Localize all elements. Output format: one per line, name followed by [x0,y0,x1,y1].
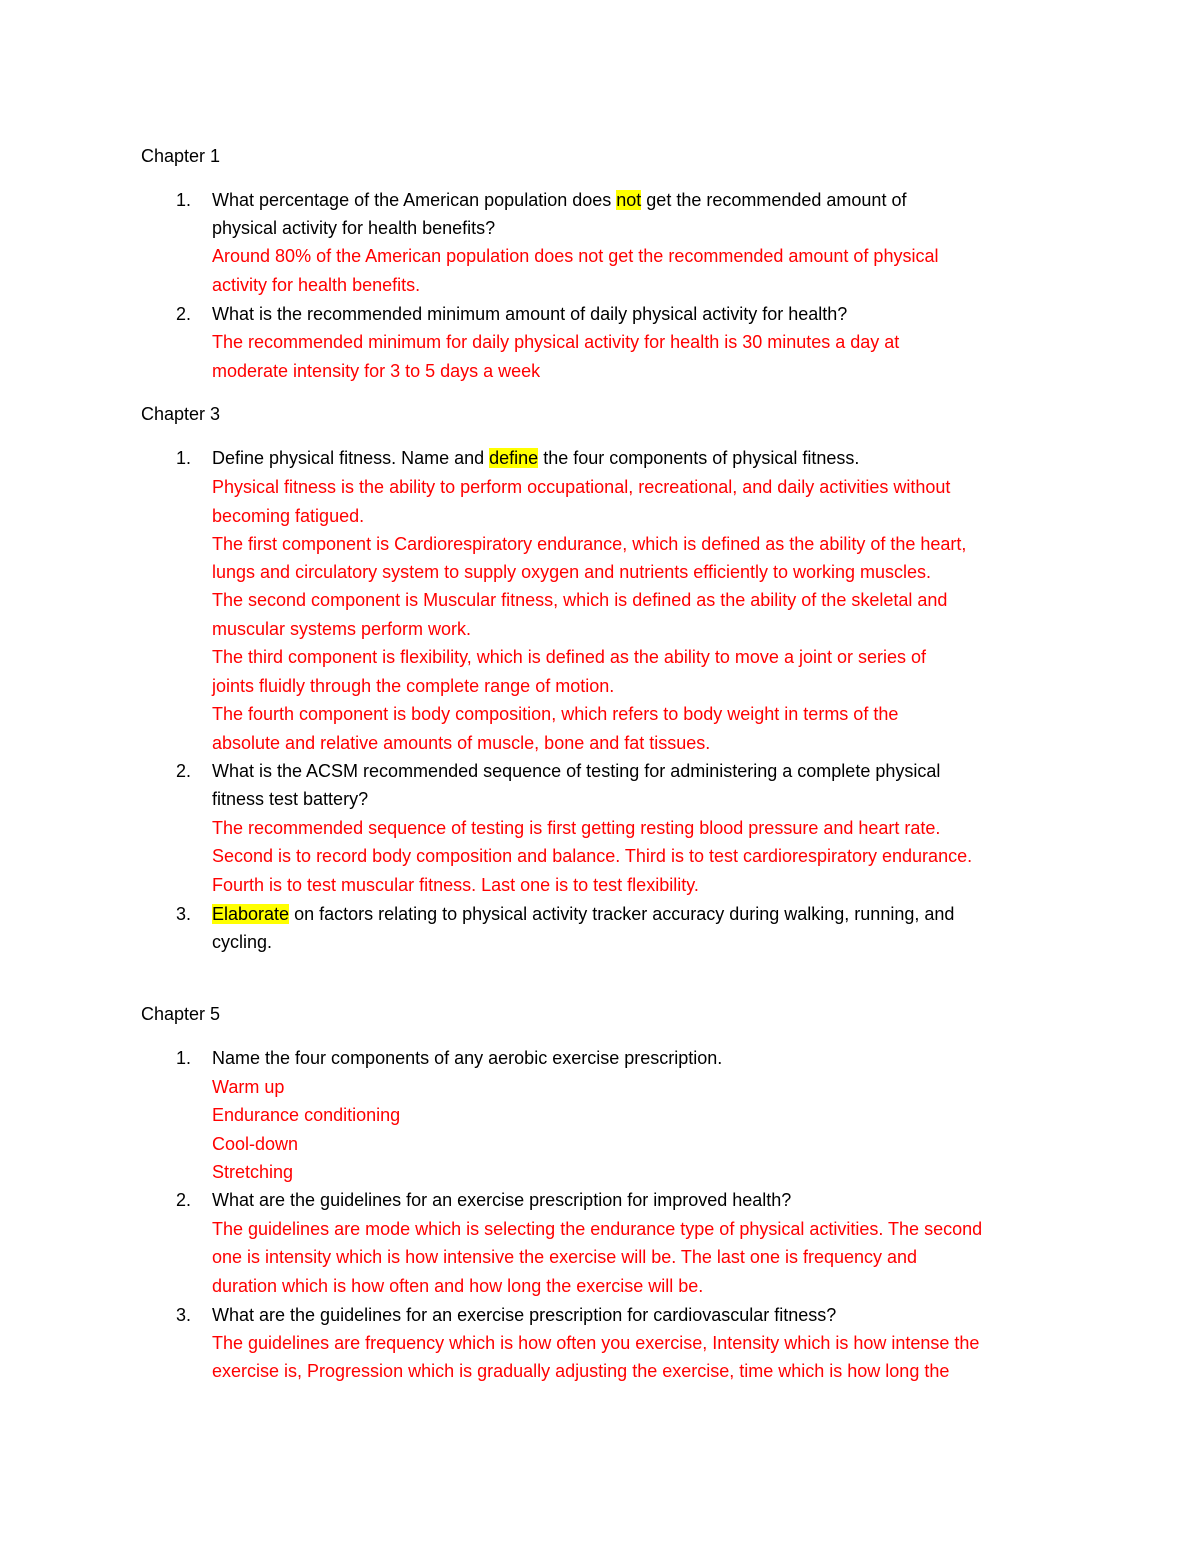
ch5-q2-answer-1: The guidelines are mode which is selecting the endurance type of physical activities. The second [212,1219,983,1239]
ch1-q1-answer-1: Around 80% of the American population does not get the recommended amount of physical [212,246,939,266]
ch3-q1-answer-2: becoming fatigued. [212,506,365,526]
ch1-q2-answer-2: moderate intensity for 3 to 5 days a week [212,361,541,381]
ch1-q1-text: What percentage of the American population does [212,190,617,210]
ch3-q2-line-2: fitness test battery? [212,789,369,809]
ch3-q1-answer-9: The fourth component is body composition, which refers to body weight in terms of the [212,704,899,724]
ch1-q1-line-1 [212,186,906,214]
ch5-q2-answer-3: duration which is how often and how long the exercise will be. [212,1276,704,1296]
ch5-q2-number: 2. [176,1190,192,1210]
ch3-q1-line-1 [212,444,859,472]
ch5-q1-answer-3: Cool-down [212,1134,299,1154]
ch3-q3-text-cont: on factors relating to physical activity tracker accuracy during walking, running, and [289,904,955,924]
ch3-q1-answer-3: The first component is Cardiorespiratory endurance, which is defined as the ability of the heart, [212,534,967,554]
chapter-1-heading: Chapter 1 [141,146,221,166]
ch3-q3-number: 3. [176,904,192,924]
ch3-q1-highlight: define [489,448,539,468]
ch1-q1-answer-2: activity for health benefits. [212,275,421,295]
ch3-q1-answer-10: absolute and relative amounts of muscle, bone and fat tissues. [212,733,711,753]
ch5-q1-answer-1: Warm up [212,1077,285,1097]
ch3-q1-text: Define physical fitness. Name and [212,448,490,468]
ch3-q1-answer-6: muscular systems perform work. [212,619,472,639]
ch5-q1-number: 1. [176,1048,192,1068]
ch3-q2-number: 2. [176,761,192,781]
ch5-q1-answer-4: Stretching [212,1162,294,1182]
ch5-q3-answer-1: The guidelines are frequency which is how often you exercise, Intensity which is how intense the [212,1333,980,1353]
chapter-3-heading: Chapter 3 [141,404,221,424]
ch3-q2-answer-3: Fourth is to test muscular fitness. Last one is to test flexibility. [212,875,699,895]
ch1-q1-text-cont: get the recommended amount of [641,190,907,210]
ch3-q3-line-2: cycling. [212,932,273,952]
ch5-q3-number: 3. [176,1305,192,1325]
ch1-q2-answer-1: The recommended minimum for daily physical activity for health is 30 minutes a day at [212,332,900,352]
ch1-q1-line-2: physical activity for health benefits? [212,218,496,238]
ch3-q1-answer-4: lungs and circulatory system to supply oxygen and nutrients efficiently to working muscles. [212,562,932,582]
ch3-q1-text-cont: the four components of physical fitness. [538,448,860,468]
ch1-q1-highlight: not [616,190,642,210]
ch5-q1-answer-2: Endurance conditioning [212,1105,401,1125]
ch3-q3-highlight: Elaborate [212,904,290,924]
ch5-q2-answer-2: one is intensity which is how intensive the exercise will be. The last one is frequency and [212,1247,918,1267]
ch3-q1-answer-5: The second component is Muscular fitness, which is defined as the ability of the skeletal and [212,590,948,610]
ch3-q3-line-1 [212,900,954,928]
ch3-q2-answer-2: Second is to record body composition and balance. Third is to test cardiorespiratory endurance. [212,846,973,866]
ch3-q1-number: 1. [176,448,192,468]
ch1-q1-number: 1. [176,190,192,210]
ch5-q3-answer-2: exercise is, Progression which is gradually adjusting the exercise, time which is how long the [212,1361,950,1381]
ch3-q2-answer-1: The recommended sequence of testing is first getting resting blood pressure and heart rate. [212,818,941,838]
ch1-q2-line-1: What is the recommended minimum amount of daily physical activity for health? [212,304,848,324]
ch3-q1-answer-1: Physical fitness is the ability to perform occupational, recreational, and daily activities without [212,477,951,497]
ch5-q3-line-1: What are the guidelines for an exercise prescription for cardiovascular fitness? [212,1305,837,1325]
ch5-q2-line-1: What are the guidelines for an exercise prescription for improved health? [212,1190,792,1210]
ch5-q1-line-1: Name the four components of any aerobic exercise prescription. [212,1048,723,1068]
ch3-q2-line-1: What is the ACSM recommended sequence of testing for administering a complete physical [212,761,941,781]
ch1-q2-number: 2. [176,304,192,324]
ch3-q1-answer-7: The third component is flexibility, which is defined as the ability to move a joint or series of [212,647,927,667]
chapter-5-heading: Chapter 5 [141,1004,221,1024]
ch3-q1-answer-8: joints fluidly through the complete range of motion. [212,676,615,696]
